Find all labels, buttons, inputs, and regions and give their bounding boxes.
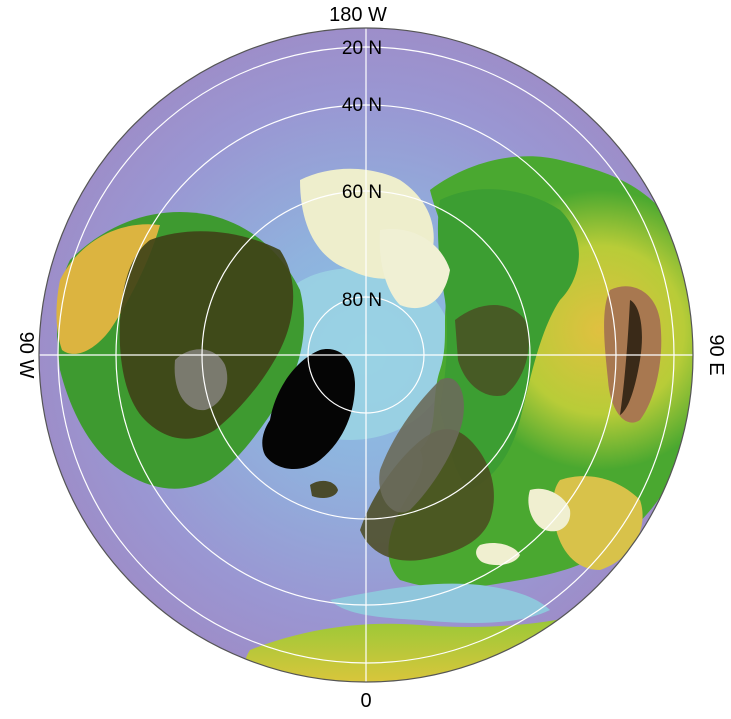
label-90w: 90 W	[15, 331, 37, 379]
label-180w: 180 W	[329, 4, 387, 26]
label-90e: 90 E	[705, 334, 727, 376]
label-60n: 60 N	[341, 182, 383, 203]
label-20n: 20 N	[341, 38, 383, 59]
label-80n: 80 N	[341, 290, 383, 311]
landmasses	[56, 156, 700, 714]
label-0: 0	[360, 690, 372, 712]
label-40n: 40 N	[341, 95, 383, 116]
